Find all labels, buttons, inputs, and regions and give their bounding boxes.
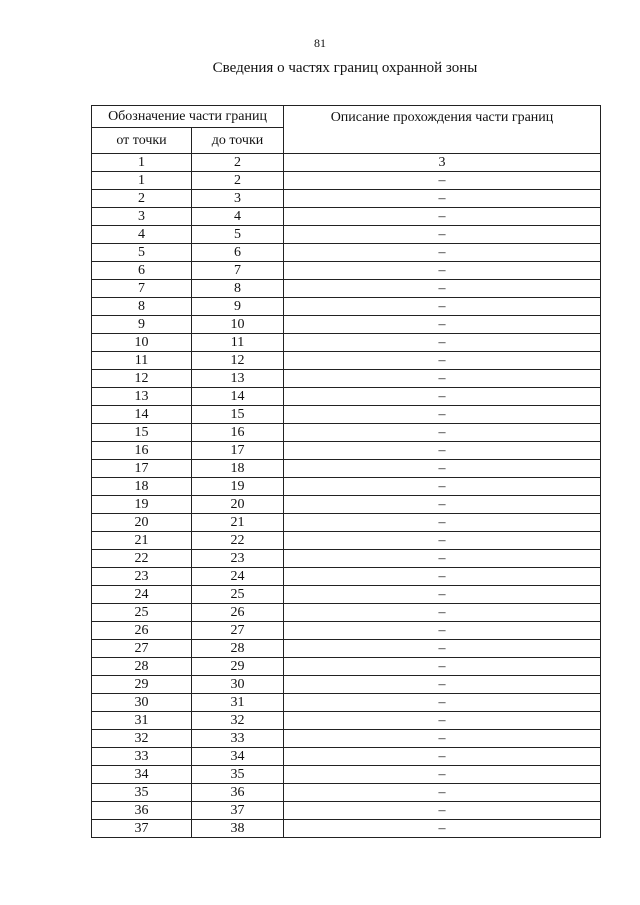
description-cell: – bbox=[284, 298, 601, 316]
table-row bbox=[92, 424, 601, 442]
index-cell: 1 bbox=[92, 154, 192, 172]
from-point-cell: 12 bbox=[92, 370, 192, 388]
description-cell: – bbox=[284, 172, 601, 190]
from-point-cell: 35 bbox=[92, 784, 192, 802]
from-point-cell: 34 bbox=[92, 766, 192, 784]
from-point-cell: 24 bbox=[92, 586, 192, 604]
table-row bbox=[92, 676, 601, 694]
to-point-cell: 14 bbox=[192, 388, 284, 406]
description-cell: – bbox=[284, 514, 601, 532]
table-row bbox=[92, 406, 601, 424]
description-cell: – bbox=[284, 784, 601, 802]
from-point-cell: 13 bbox=[92, 388, 192, 406]
description-cell: – bbox=[284, 604, 601, 622]
table-row bbox=[92, 316, 601, 334]
table-row bbox=[92, 820, 601, 838]
to-point-cell: 22 bbox=[192, 532, 284, 550]
page-number: 81 bbox=[314, 36, 326, 50]
from-point-cell: 36 bbox=[92, 802, 192, 820]
from-point-cell: 11 bbox=[92, 352, 192, 370]
from-point-cell: 20 bbox=[92, 514, 192, 532]
to-point-cell: 12 bbox=[192, 352, 284, 370]
to-point-cell: 25 bbox=[192, 586, 284, 604]
table-row bbox=[92, 604, 601, 622]
table-row bbox=[92, 172, 601, 190]
table-row bbox=[92, 622, 601, 640]
from-point-cell: 2 bbox=[92, 190, 192, 208]
description-cell: – bbox=[284, 712, 601, 730]
to-point-cell: 35 bbox=[192, 766, 284, 784]
to-point-cell: 4 bbox=[192, 208, 284, 226]
from-point-cell: 8 bbox=[92, 298, 192, 316]
table-row bbox=[92, 748, 601, 766]
from-point-cell: 25 bbox=[92, 604, 192, 622]
from-point-cell: 28 bbox=[92, 658, 192, 676]
to-point-cell: 27 bbox=[192, 622, 284, 640]
description-cell: – bbox=[284, 676, 601, 694]
from-point-cell: 5 bbox=[92, 244, 192, 262]
table-row bbox=[92, 208, 601, 226]
description-cell: – bbox=[284, 352, 601, 370]
from-point-cell: 1 bbox=[92, 172, 192, 190]
from-point-cell: 17 bbox=[92, 460, 192, 478]
description-cell: – bbox=[284, 388, 601, 406]
to-point-cell: 15 bbox=[192, 406, 284, 424]
to-point-cell: 8 bbox=[192, 280, 284, 298]
to-point-cell: 9 bbox=[192, 298, 284, 316]
description-cell: – bbox=[284, 802, 601, 820]
from-point-header: от точки bbox=[92, 128, 192, 154]
from-point-cell: 14 bbox=[92, 406, 192, 424]
from-point-cell: 33 bbox=[92, 748, 192, 766]
description-cell: – bbox=[284, 568, 601, 586]
from-point-cell: 26 bbox=[92, 622, 192, 640]
from-point-cell: 19 bbox=[92, 496, 192, 514]
to-point-cell: 17 bbox=[192, 442, 284, 460]
to-point-cell: 6 bbox=[192, 244, 284, 262]
to-point-cell: 5 bbox=[192, 226, 284, 244]
group-header: Обозначение части границ bbox=[92, 106, 284, 128]
from-point-cell: 6 bbox=[92, 262, 192, 280]
to-point-cell: 16 bbox=[192, 424, 284, 442]
to-point-cell: 33 bbox=[192, 730, 284, 748]
from-point-cell: 32 bbox=[92, 730, 192, 748]
table-row bbox=[92, 550, 601, 568]
table-row bbox=[92, 442, 601, 460]
description-cell: – bbox=[284, 640, 601, 658]
table-row bbox=[92, 568, 601, 586]
to-point-header: до точки bbox=[192, 128, 284, 154]
description-cell: – bbox=[284, 496, 601, 514]
from-point-cell: 23 bbox=[92, 568, 192, 586]
index-cell: 2 bbox=[192, 154, 284, 172]
description-cell: – bbox=[284, 766, 601, 784]
from-point-cell: 16 bbox=[92, 442, 192, 460]
table-row bbox=[92, 784, 601, 802]
from-point-cell: 7 bbox=[92, 280, 192, 298]
description-cell: – bbox=[284, 244, 601, 262]
to-point-cell: 36 bbox=[192, 784, 284, 802]
index-cell: 3 bbox=[284, 154, 601, 172]
description-cell: – bbox=[284, 262, 601, 280]
to-point-cell: 31 bbox=[192, 694, 284, 712]
description-cell: – bbox=[284, 622, 601, 640]
table-row bbox=[92, 766, 601, 784]
column-index-row bbox=[92, 154, 601, 172]
table-row bbox=[92, 640, 601, 658]
description-cell: – bbox=[284, 586, 601, 604]
from-point-cell: 4 bbox=[92, 226, 192, 244]
description-cell: – bbox=[284, 730, 601, 748]
to-point-cell: 7 bbox=[192, 262, 284, 280]
from-point-cell: 27 bbox=[92, 640, 192, 658]
to-point-cell: 32 bbox=[192, 712, 284, 730]
to-point-cell: 26 bbox=[192, 604, 284, 622]
table-row bbox=[92, 514, 601, 532]
to-point-cell: 38 bbox=[192, 820, 284, 838]
description-cell: – bbox=[284, 658, 601, 676]
table-row bbox=[92, 730, 601, 748]
to-point-cell: 29 bbox=[192, 658, 284, 676]
to-point-cell: 23 bbox=[192, 550, 284, 568]
table-row bbox=[92, 694, 601, 712]
description-cell: – bbox=[284, 550, 601, 568]
table-row bbox=[92, 586, 601, 604]
description-cell: – bbox=[284, 478, 601, 496]
boundary-parts-table bbox=[91, 105, 601, 838]
description-cell: – bbox=[284, 460, 601, 478]
to-point-cell: 2 bbox=[192, 172, 284, 190]
from-point-cell: 9 bbox=[92, 316, 192, 334]
description-cell: – bbox=[284, 442, 601, 460]
table-row bbox=[92, 190, 601, 208]
table-row bbox=[92, 802, 601, 820]
to-point-cell: 3 bbox=[192, 190, 284, 208]
to-point-cell: 28 bbox=[192, 640, 284, 658]
to-point-cell: 20 bbox=[192, 496, 284, 514]
from-point-cell: 21 bbox=[92, 532, 192, 550]
from-point-cell: 15 bbox=[92, 424, 192, 442]
from-point-cell: 22 bbox=[92, 550, 192, 568]
to-point-cell: 18 bbox=[192, 460, 284, 478]
table-row bbox=[92, 496, 601, 514]
table-row bbox=[92, 280, 601, 298]
description-cell: – bbox=[284, 208, 601, 226]
description-cell: – bbox=[284, 280, 601, 298]
description-cell: – bbox=[284, 532, 601, 550]
from-point-cell: 37 bbox=[92, 820, 192, 838]
table-row bbox=[92, 370, 601, 388]
table-row bbox=[92, 226, 601, 244]
description-cell: – bbox=[284, 406, 601, 424]
from-point-cell: 10 bbox=[92, 334, 192, 352]
description-header: Описание прохождения части границ bbox=[284, 106, 601, 154]
table-header-row bbox=[92, 106, 601, 128]
to-point-cell: 19 bbox=[192, 478, 284, 496]
table-row bbox=[92, 244, 601, 262]
table-row bbox=[92, 352, 601, 370]
table-row bbox=[92, 658, 601, 676]
table-body bbox=[92, 154, 601, 838]
from-point-cell: 29 bbox=[92, 676, 192, 694]
from-point-cell: 30 bbox=[92, 694, 192, 712]
from-point-cell: 18 bbox=[92, 478, 192, 496]
document-title: Сведения о частях границ охранной зоны bbox=[212, 60, 478, 76]
from-point-cell: 31 bbox=[92, 712, 192, 730]
table-row bbox=[92, 478, 601, 496]
table-row bbox=[92, 298, 601, 316]
description-cell: – bbox=[284, 370, 601, 388]
description-cell: – bbox=[284, 694, 601, 712]
to-point-cell: 24 bbox=[192, 568, 284, 586]
description-cell: – bbox=[284, 190, 601, 208]
table-row bbox=[92, 532, 601, 550]
description-cell: – bbox=[284, 334, 601, 352]
description-cell: – bbox=[284, 424, 601, 442]
to-point-cell: 11 bbox=[192, 334, 284, 352]
table-row bbox=[92, 262, 601, 280]
to-point-cell: 21 bbox=[192, 514, 284, 532]
table-row bbox=[92, 460, 601, 478]
to-point-cell: 10 bbox=[192, 316, 284, 334]
table-row bbox=[92, 334, 601, 352]
table-row bbox=[92, 388, 601, 406]
description-cell: – bbox=[284, 748, 601, 766]
table-row bbox=[92, 712, 601, 730]
to-point-cell: 34 bbox=[192, 748, 284, 766]
description-cell: – bbox=[284, 316, 601, 334]
description-cell: – bbox=[284, 820, 601, 838]
to-point-cell: 37 bbox=[192, 802, 284, 820]
from-point-cell: 3 bbox=[92, 208, 192, 226]
to-point-cell: 30 bbox=[192, 676, 284, 694]
to-point-cell: 13 bbox=[192, 370, 284, 388]
description-cell: – bbox=[284, 226, 601, 244]
